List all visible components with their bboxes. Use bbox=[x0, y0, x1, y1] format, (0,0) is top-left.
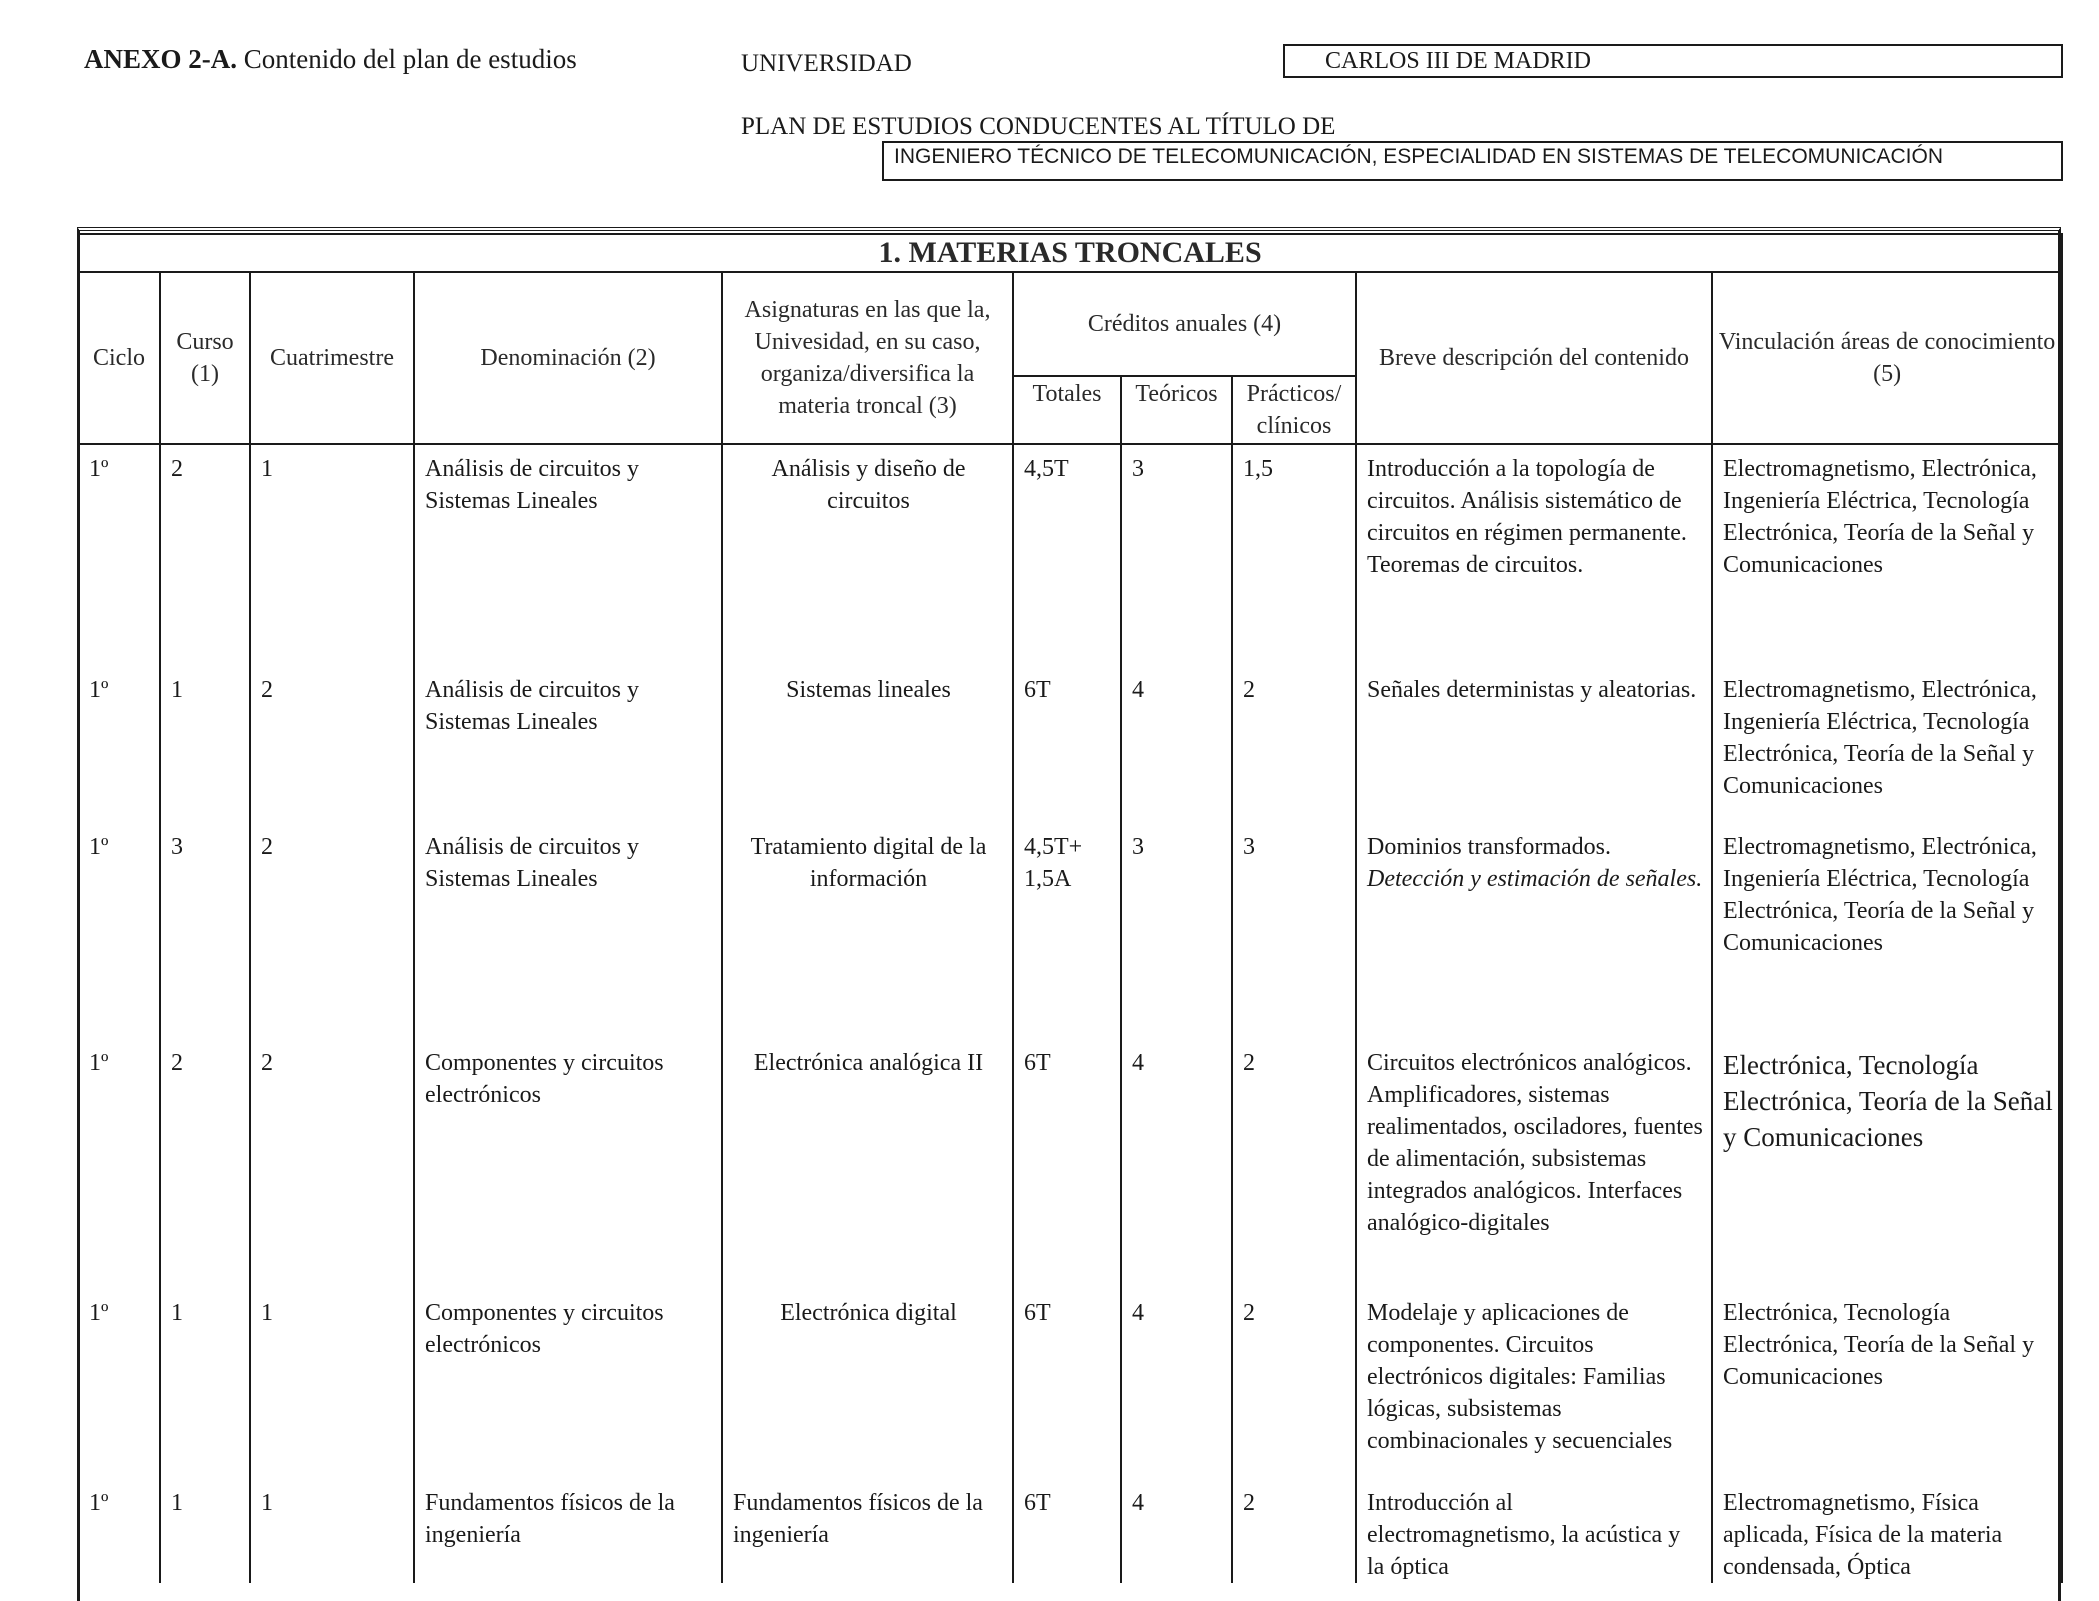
table-title: 1. MATERIAS TRONCALES bbox=[78, 234, 2062, 272]
col-totales: Totales bbox=[1013, 376, 1121, 444]
cell-denominacion: Fundamentos físicos de la ingeniería bbox=[414, 1479, 722, 1583]
cell-curso: 2 bbox=[160, 1039, 250, 1289]
cell-asignatura: Electrónica analógica II bbox=[722, 1039, 1013, 1289]
cell-denominacion: Componentes y circuitos electrónicos bbox=[414, 1039, 722, 1289]
cell-curso: 2 bbox=[160, 444, 250, 666]
cell-denominacion: Análisis de circuitos y Sistemas Lineales bbox=[414, 666, 722, 823]
degree-title-box: INGENIERO TÉCNICO DE TELECOMUNICACIÓN, ESPECIALIDAD EN SISTEMAS DE TELECOMUNICACIÓN bbox=[882, 141, 2063, 181]
university-label: UNIVERSIDAD bbox=[741, 50, 912, 77]
cell-totales: 6T bbox=[1013, 1039, 1121, 1289]
cell-totales: 6T bbox=[1013, 1479, 1121, 1583]
annex-heading bbox=[84, 44, 577, 75]
cell-teoricos: 3 bbox=[1121, 444, 1232, 666]
cell-cuatrimestre: 2 bbox=[250, 823, 414, 1039]
col-asignaturas: Asignaturas en las que la, Univesidad, en su caso, organiza/diversifica la materia troncal (3) bbox=[722, 272, 1013, 444]
cell-cuatrimestre: 1 bbox=[250, 1479, 414, 1583]
cell-ciclo: 1º bbox=[78, 1289, 160, 1479]
cell-ciclo: 1º bbox=[78, 666, 160, 823]
col-descripcion: Breve descripción del contenido bbox=[1356, 272, 1712, 444]
col-practicos: Prácticos/ clínicos bbox=[1232, 376, 1356, 444]
cell-denominacion: Componentes y circuitos electrónicos bbox=[414, 1289, 722, 1479]
cell-curso: 1 bbox=[160, 1479, 250, 1583]
cell-ciclo: 1º bbox=[78, 823, 160, 1039]
cell-totales: 6T bbox=[1013, 1289, 1121, 1479]
cell-asignatura: Sistemas lineales bbox=[722, 666, 1013, 823]
cell-practicos: 2 bbox=[1232, 666, 1356, 823]
cell-practicos: 1,5 bbox=[1232, 444, 1356, 666]
cell-totales: 4,5T bbox=[1013, 444, 1121, 666]
cell-cuatrimestre: 2 bbox=[250, 666, 414, 823]
cell-descripcion bbox=[1356, 1289, 1712, 1479]
cell-descripcion bbox=[1356, 444, 1712, 666]
cell-denominacion: Análisis de circuitos y Sistemas Lineales bbox=[414, 823, 722, 1039]
descripcion-text: Circuitos electrónicos analógicos. Amplificadores, sistemas realimentados, osciladores, fuentes de alimentación, subsistemas integrados analógicos. Interfaces analógico-digitales bbox=[1367, 1050, 1703, 1236]
descripcion-text: Modelaje y aplicaciones de componentes. Circuitos electrónicos digitales: Familias lógicas, subsistemas combinacionales y secuenciales bbox=[1367, 1300, 1673, 1454]
cell-teoricos: 4 bbox=[1121, 1039, 1232, 1289]
cell-vinculacion: Electromagnetismo, Electrónica, Ingeniería Eléctrica, Tecnología Electrónica, Teoría de la Señal y Comunicaciones bbox=[1712, 823, 2062, 1039]
cell-practicos: 2 bbox=[1232, 1289, 1356, 1479]
cell-totales: 6T bbox=[1013, 666, 1121, 823]
cell-cuatrimestre: 1 bbox=[250, 444, 414, 666]
cell-descripcion bbox=[1356, 666, 1712, 823]
descripcion-italic: Detección y estimación de señales. bbox=[1367, 866, 1703, 892]
materias-troncales-table bbox=[77, 233, 2063, 1583]
cell-asignatura: Análisis y diseño de circuitos bbox=[722, 444, 1013, 666]
col-ciclo: Ciclo bbox=[78, 272, 160, 444]
cell-descripcion bbox=[1356, 823, 1712, 1039]
cell-descripcion bbox=[1356, 1039, 1712, 1289]
col-denominacion: Denominación (2) bbox=[414, 272, 722, 444]
plan-label: PLAN DE ESTUDIOS CONDUCENTES AL TÍTULO DE bbox=[741, 113, 1336, 140]
cell-asignatura: Electrónica digital bbox=[722, 1289, 1013, 1479]
col-vinculacion: Vinculación áreas de conocimiento (5) bbox=[1712, 272, 2062, 444]
table-row bbox=[78, 666, 2062, 823]
cell-descripcion bbox=[1356, 1479, 1712, 1583]
cell-totales: 4,5T+ 1,5A bbox=[1013, 823, 1121, 1039]
descripcion-text: Dominios transformados. bbox=[1367, 834, 1611, 860]
descripcion-text: Introducción a la topología de circuitos. Análisis sistemático de circuitos en régimen permanente. Teoremas de circuitos. bbox=[1367, 456, 1687, 578]
cell-denominacion: Análisis de circuitos y Sistemas Lineales bbox=[414, 444, 722, 666]
cell-practicos: 3 bbox=[1232, 823, 1356, 1039]
table-row bbox=[78, 1479, 2062, 1583]
cell-vinculacion: Electrónica, Tecnología Electrónica, Teoría de la Señal y Comunicaciones bbox=[1712, 1289, 2062, 1479]
col-cuatrimestre: Cuatrimestre bbox=[250, 272, 414, 444]
col-creditos: Créditos anuales (4) bbox=[1013, 272, 1356, 376]
annex-label: ANEXO 2-A. bbox=[84, 44, 237, 74]
cell-asignatura: Tratamiento digital de la información bbox=[722, 823, 1013, 1039]
descripcion-text: Introducción al electromagnetismo, la acústica y la óptica bbox=[1367, 1490, 1681, 1580]
cell-teoricos: 3 bbox=[1121, 823, 1232, 1039]
cell-vinculacion: Electromagnetismo, Electrónica, Ingeniería Eléctrica, Tecnología Electrónica, Teoría de la Señal y Comunicaciones bbox=[1712, 666, 2062, 823]
cell-curso: 1 bbox=[160, 666, 250, 823]
cell-teoricos: 4 bbox=[1121, 666, 1232, 823]
cell-vinculacion: Electromagnetismo, Electrónica, Ingeniería Eléctrica, Tecnología Electrónica, Teoría de la Señal y Comunicaciones bbox=[1712, 444, 2062, 666]
cell-ciclo: 1º bbox=[78, 1039, 160, 1289]
col-curso: Curso (1) bbox=[160, 272, 250, 444]
university-name-box: CARLOS III DE MADRID bbox=[1283, 44, 2063, 78]
col-teoricos: Teóricos bbox=[1121, 376, 1232, 444]
descripcion-text: Señales deterministas y aleatorias. bbox=[1367, 677, 1697, 703]
cell-curso: 3 bbox=[160, 823, 250, 1039]
table-row bbox=[78, 823, 2062, 1039]
cell-practicos: 2 bbox=[1232, 1039, 1356, 1289]
cell-asignatura: Fundamentos físicos de la ingeniería bbox=[722, 1479, 1013, 1583]
table-row bbox=[78, 1039, 2062, 1289]
table-row bbox=[78, 1289, 2062, 1479]
cell-curso: 1 bbox=[160, 1289, 250, 1479]
cell-ciclo: 1º bbox=[78, 444, 160, 666]
cell-cuatrimestre: 2 bbox=[250, 1039, 414, 1289]
cell-cuatrimestre: 1 bbox=[250, 1289, 414, 1479]
cell-teoricos: 4 bbox=[1121, 1289, 1232, 1479]
cell-teoricos: 4 bbox=[1121, 1479, 1232, 1583]
cell-ciclo: 1º bbox=[78, 1479, 160, 1583]
table-row bbox=[78, 444, 2062, 666]
cell-practicos: 2 bbox=[1232, 1479, 1356, 1583]
annex-text: Contenido del plan de estudios bbox=[243, 44, 577, 74]
cell-vinculacion: Electrónica, Tecnología Electrónica, Teoría de la Señal y Comunicaciones bbox=[1712, 1039, 2062, 1289]
cell-vinculacion: Electromagnetismo, Física aplicada, Física de la materia condensada, Óptica bbox=[1712, 1479, 2062, 1583]
